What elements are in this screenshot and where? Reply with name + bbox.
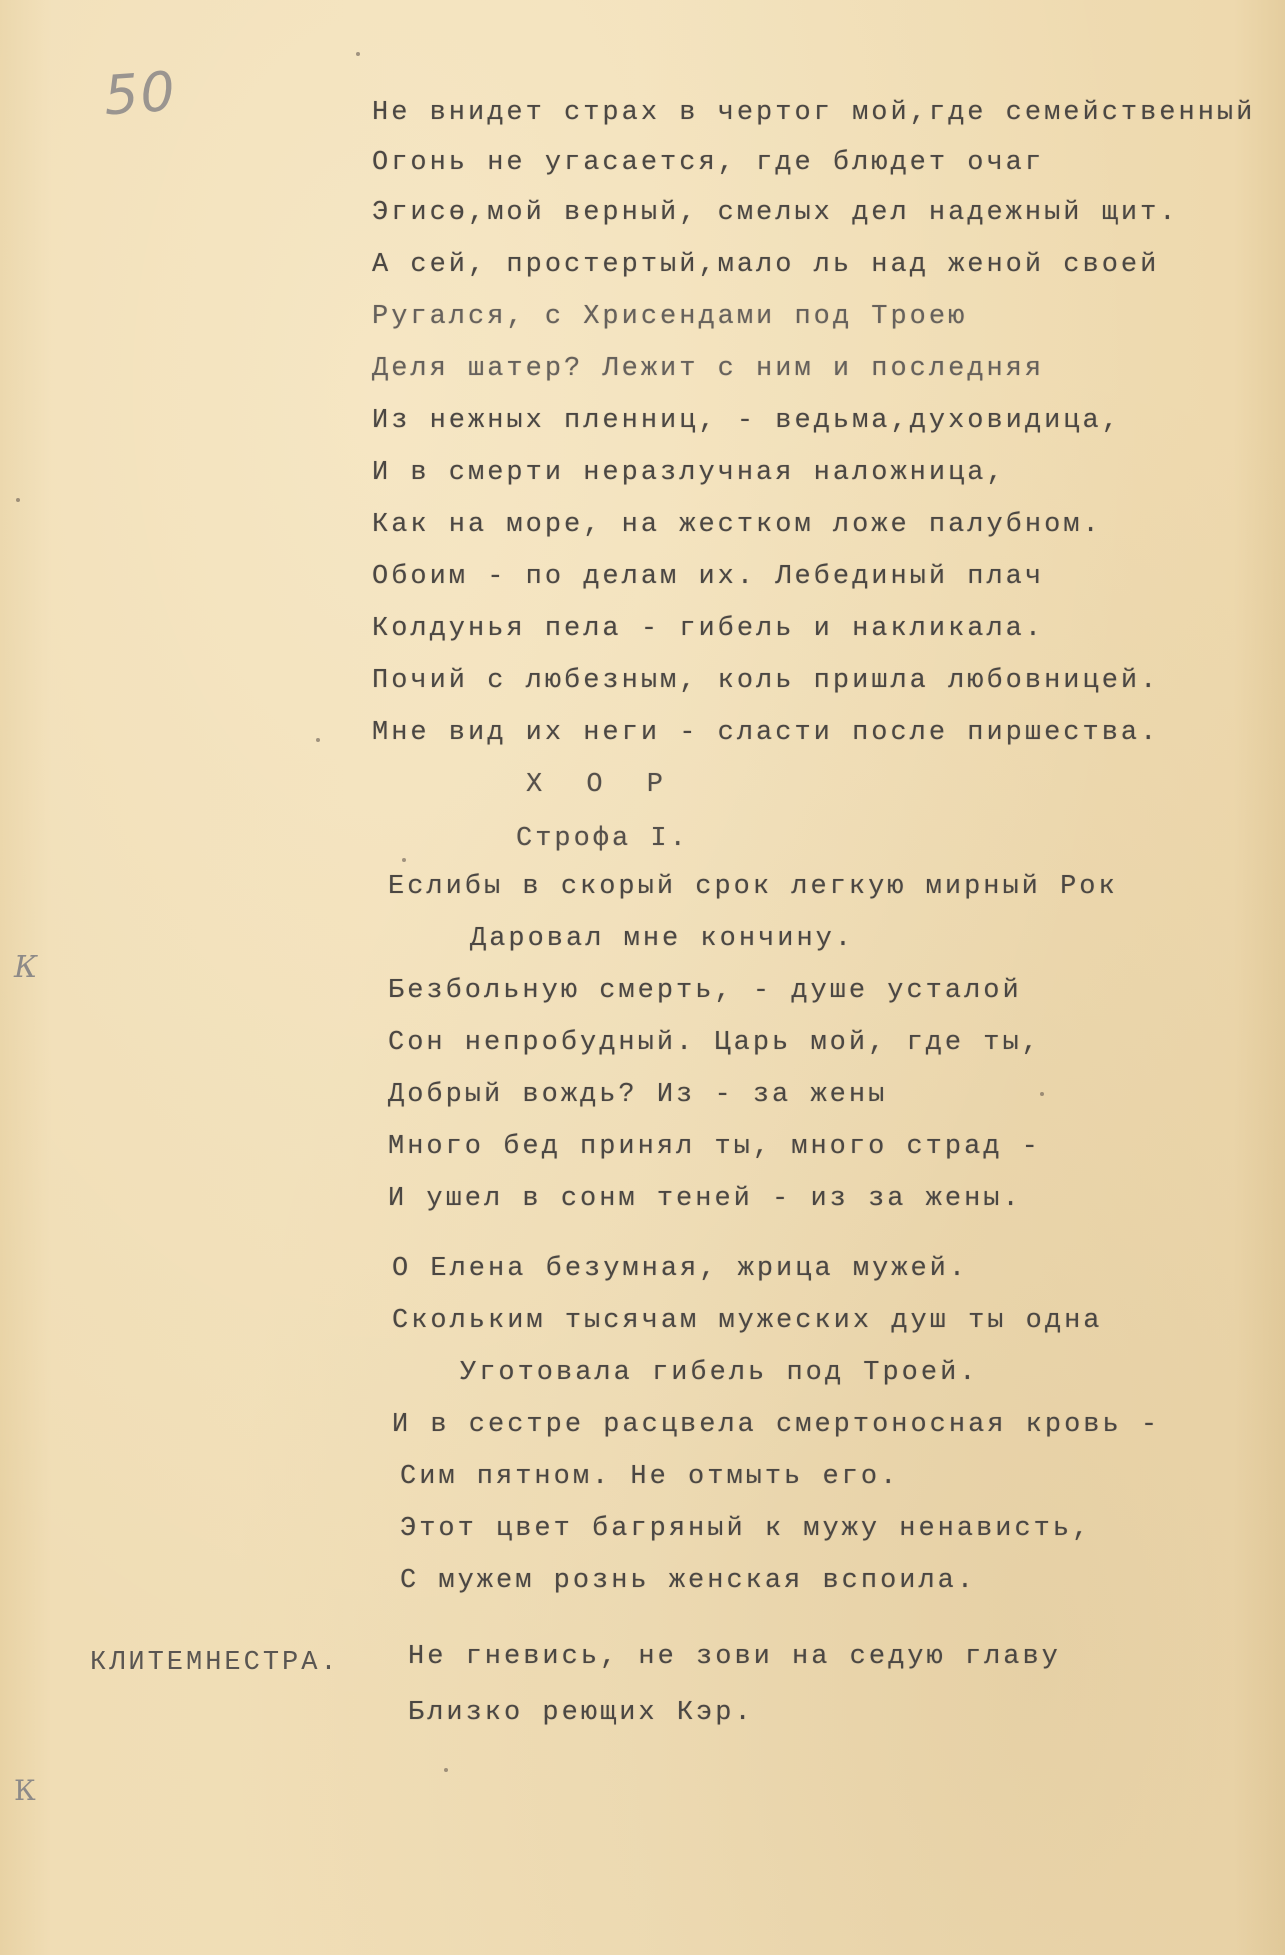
ink-speck xyxy=(402,858,406,862)
page-number: 50 xyxy=(101,59,179,128)
ink-speck xyxy=(444,1768,448,1772)
speech-line: Не гневись, не зови на седую главу xyxy=(408,1642,1061,1672)
verse-line: Эгисө,мой верный, смелых дел надежный щит. xyxy=(372,198,1179,228)
ink-speck xyxy=(356,52,360,56)
strophe-line: И ушел в сонм теней - из за жены. xyxy=(388,1184,1022,1214)
stanza-line: С мужем рознь женская вспоила. xyxy=(400,1566,977,1596)
stanza-line: Этот цвет багряный к мужу ненависть, xyxy=(400,1514,1092,1544)
verse-line: Деля шатер? Лежит с ним и последняя xyxy=(372,354,1045,384)
margin-mark: К xyxy=(14,950,38,985)
strophe-line: Много бед принял ты, много страд - xyxy=(388,1132,1041,1162)
ink-speck xyxy=(16,498,20,502)
verse-line: Как на море, на жестком ложе палубном. xyxy=(372,510,1102,540)
stanza-line: И в сестре расцвела смертоносная кровь - xyxy=(392,1410,1161,1440)
chorus-heading: Х О Р xyxy=(526,770,678,800)
verse-line: Огонь не угасается, где блюдет очаг xyxy=(372,148,1045,178)
strophe-line: Безбольную смерть, - душе усталой xyxy=(388,976,1022,1006)
strophe-line: Еслибы в скорый срок легкую мирный Рок xyxy=(388,872,1118,902)
margin-mark: К xyxy=(14,1774,36,1807)
speaker-label: КЛИТЕМНЕСТРА. xyxy=(90,1648,340,1678)
verse-line: Ругался, с Хрисендами под Троею xyxy=(372,302,968,332)
ink-speck xyxy=(316,738,320,742)
strophe-line: Добрый вождь? Из - за жены xyxy=(388,1080,888,1110)
stanza-line: Скольким тысячам мужеских душ ты одна xyxy=(392,1306,1103,1336)
strophe-line: Даровал мне кончину. xyxy=(470,924,855,954)
strophe-line: Сон непробудный. Царь мой, где ты, xyxy=(388,1028,1041,1058)
stanza-line: О Елена безумная, жрица мужей. xyxy=(392,1254,969,1284)
stanza-line: Сим пятном. Не отмыть его. xyxy=(400,1462,900,1492)
stanza-line: Уготовала гибель под Троей. xyxy=(460,1358,979,1388)
verse-line: Из нежных пленниц, - ведьма,духовидица, xyxy=(372,406,1121,436)
speech-line: Близко реющих Кэр. xyxy=(408,1698,754,1728)
strophe-heading: Строфа I. xyxy=(516,824,689,854)
verse-line: Мне вид их неги - сласти после пиршества. xyxy=(372,718,1160,748)
verse-line: Не внидет страх в чертог мой,где семейственный xyxy=(372,98,1256,128)
verse-line: Почий с любезным, коль пришла любовницей. xyxy=(372,666,1160,696)
verse-line: А сей, простертый,мало ль над женой своей xyxy=(372,250,1160,280)
verse-line: Обоим - по делам их. Лебединый плач xyxy=(372,562,1045,592)
verse-line: Колдунья пела - гибель и накликала. xyxy=(372,614,1045,644)
verse-line: И в смерти неразлучная наложница, xyxy=(372,458,1006,488)
ink-speck xyxy=(1040,1092,1044,1096)
